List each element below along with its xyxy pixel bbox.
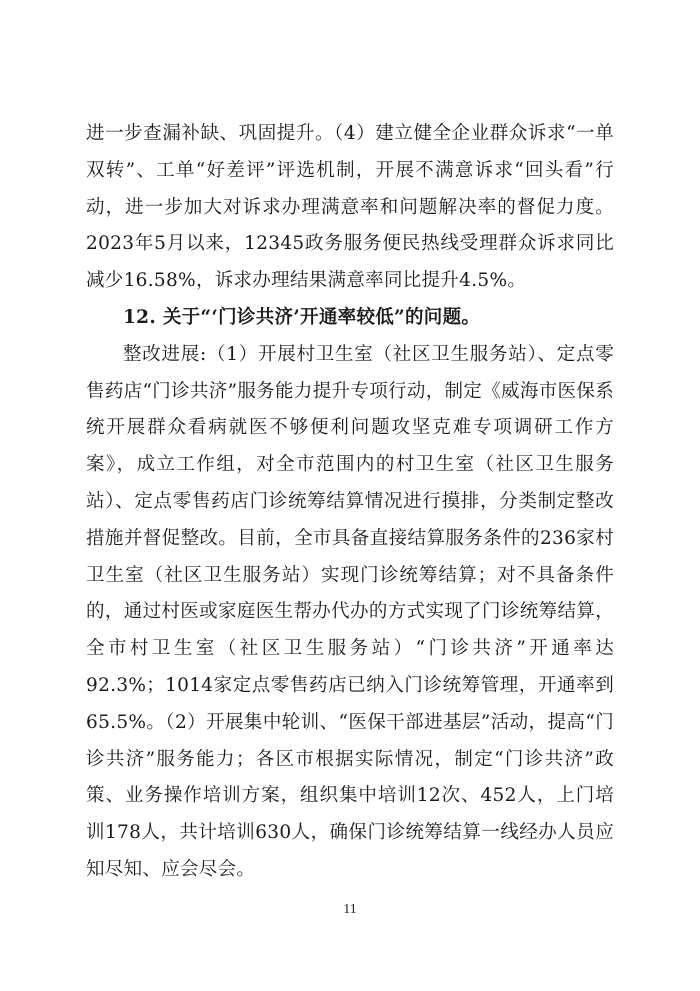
page-number: 11: [343, 902, 357, 917]
paragraph-rectification-progress: 整改进展:（1）开展村卫生室（社区卫生服务站）、定点零售药店“门诊共济”服务能力提升专项行动，制定《威海市医保系统开展群众看病就医不够便利问题攻坚克难专项调研工作方案》，成立工作组，对全市范围内的村卫生室（社区卫生服务站）、定点零售药店门诊统筹结算情况进行摸排，分类制定整改措施并督促整改。目前，全市具备直接结算服务条件的236家村卫生室（社区卫生服务站）实现门诊统筹结算；对不具备条件的，通过村医或家庭医生帮办代办的方式实现了门诊统筹结算，全市村卫生室（社区卫生服务站）“门诊共济”开通率达92.3%；1014家定点零售药店已纳入门诊统筹管理，开通率到65.5%。（2）开展集中轮训、“医保干部进基层”活动，提高“门诊共济”服务能力；各区市根据实际情况，制定“门诊共济”政策、业务操作培训方案，组织集中培训12次、452人，上门培训178人，共计培训630人，确保门诊统筹结算一线经办人员应知尽知、应会尽会。: [86, 343, 614, 880]
paragraph-continuation: 进一步查漏补缺、巩固提升。（4）建立健全企业群众诉求“一单双转”、工单“好差评”评选机制，开展不满意诉求“回头看”行动，进一步加大对诉求办理满意率和问题解决率的督促力度。2023年5月以来，12345政务服务便民热线受理群众诉求同比减少16.58%，诉求办理结果满意率同比提升4.5%。: [86, 123, 614, 292]
document-body: [86, 116, 614, 889]
section-heading-12: 12. 关于“‘门诊共济’开通率较低”的问题。: [123, 306, 481, 328]
